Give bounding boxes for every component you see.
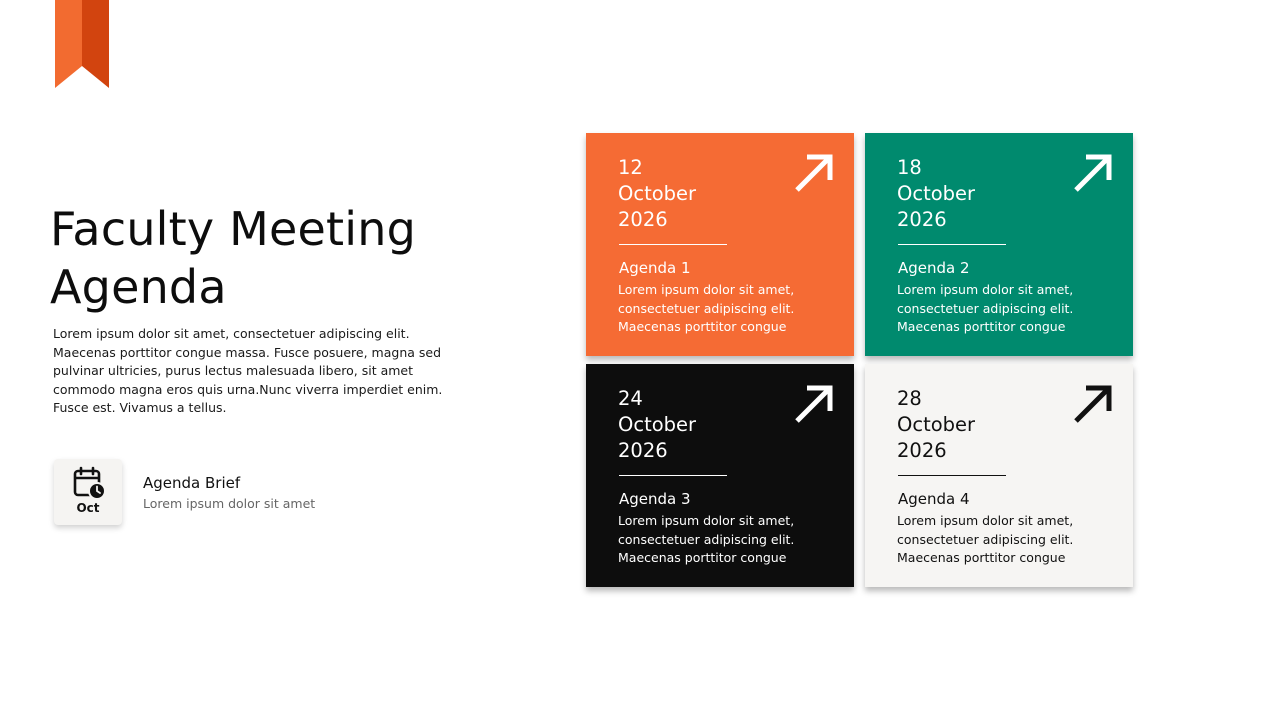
agenda-card-4 <box>865 364 1133 587</box>
agenda-card-text: Lorem ipsum dolor sit amet, consectetuer adipiscing elit. Maecenas porttitor congue <box>618 513 795 565</box>
arrow-up-right-icon[interactable] <box>794 384 834 424</box>
agenda-card-title: Agenda 2 <box>898 259 970 277</box>
agenda-card-year: 2026 <box>897 208 947 231</box>
page-title-line-1: Faculty Meeting <box>50 202 416 256</box>
agenda-card-year: 2026 <box>618 208 668 231</box>
agenda-card-3 <box>586 364 854 587</box>
agenda-card-month: October <box>618 182 697 205</box>
arrow-up-right-icon[interactable] <box>794 153 834 193</box>
agenda-card-month: October <box>618 413 697 436</box>
arrow-up-right-icon[interactable] <box>1073 384 1113 424</box>
agenda-card-divider <box>619 475 727 476</box>
agenda-card-day: 24 <box>618 387 643 410</box>
page-title <box>50 200 510 316</box>
agenda-card-2 <box>865 133 1133 356</box>
agenda-card-text: Lorem ipsum dolor sit amet, consectetuer adipiscing elit. Maecenas porttitor congue <box>897 282 1074 334</box>
agenda-card-day: 12 <box>618 156 643 179</box>
arrow-up-right-icon[interactable] <box>1073 153 1113 193</box>
agenda-card-title: Agenda 4 <box>898 490 970 508</box>
agenda-brief-subtitle: Lorem ipsum dolor sit amet <box>143 496 316 511</box>
agenda-card-1 <box>586 133 854 356</box>
calendar-clock-icon <box>72 466 106 500</box>
agenda-card-date <box>897 155 1047 233</box>
agenda-card-month: October <box>897 182 976 205</box>
agenda-brief-month: Oct <box>76 501 100 515</box>
agenda-brief-badge <box>54 459 122 525</box>
agenda-card-text: Lorem ipsum dolor sit amet, consectetuer adipiscing elit. Maecenas porttitor congue <box>618 282 795 334</box>
agenda-card-day: 28 <box>897 387 922 410</box>
agenda-card-divider <box>898 475 1006 476</box>
agenda-card-day: 18 <box>897 156 922 179</box>
agenda-card-date <box>618 155 768 233</box>
agenda-brief-title: Agenda Brief <box>143 474 241 492</box>
bookmark-ribbon-icon <box>55 0 109 88</box>
agenda-card-year: 2026 <box>618 439 668 462</box>
agenda-card-title: Agenda 1 <box>619 259 691 277</box>
agenda-card-divider <box>619 244 727 245</box>
agenda-card-year: 2026 <box>897 439 947 462</box>
agenda-card-divider <box>898 244 1006 245</box>
agenda-card-month: October <box>897 413 976 436</box>
agenda-card-title: Agenda 3 <box>619 490 691 508</box>
agenda-card-text: Lorem ipsum dolor sit amet, consectetuer adipiscing elit. Maecenas porttitor congue <box>897 513 1074 565</box>
agenda-card-date <box>897 386 1047 464</box>
agenda-card-date <box>618 386 768 464</box>
slide-description: Lorem ipsum dolor sit amet, consectetuer adipiscing elit. Maecenas porttitor congue massa. Fusce posuere, magna sed pulvinar ultricies, purus lectus malesuada libero, sit amet commodo magna eros quis urna.Nunc viverra imperdiet enim. Fusce est. Vivamus a tellus. <box>53 326 443 416</box>
page-title-line-2: Agenda <box>50 260 227 314</box>
